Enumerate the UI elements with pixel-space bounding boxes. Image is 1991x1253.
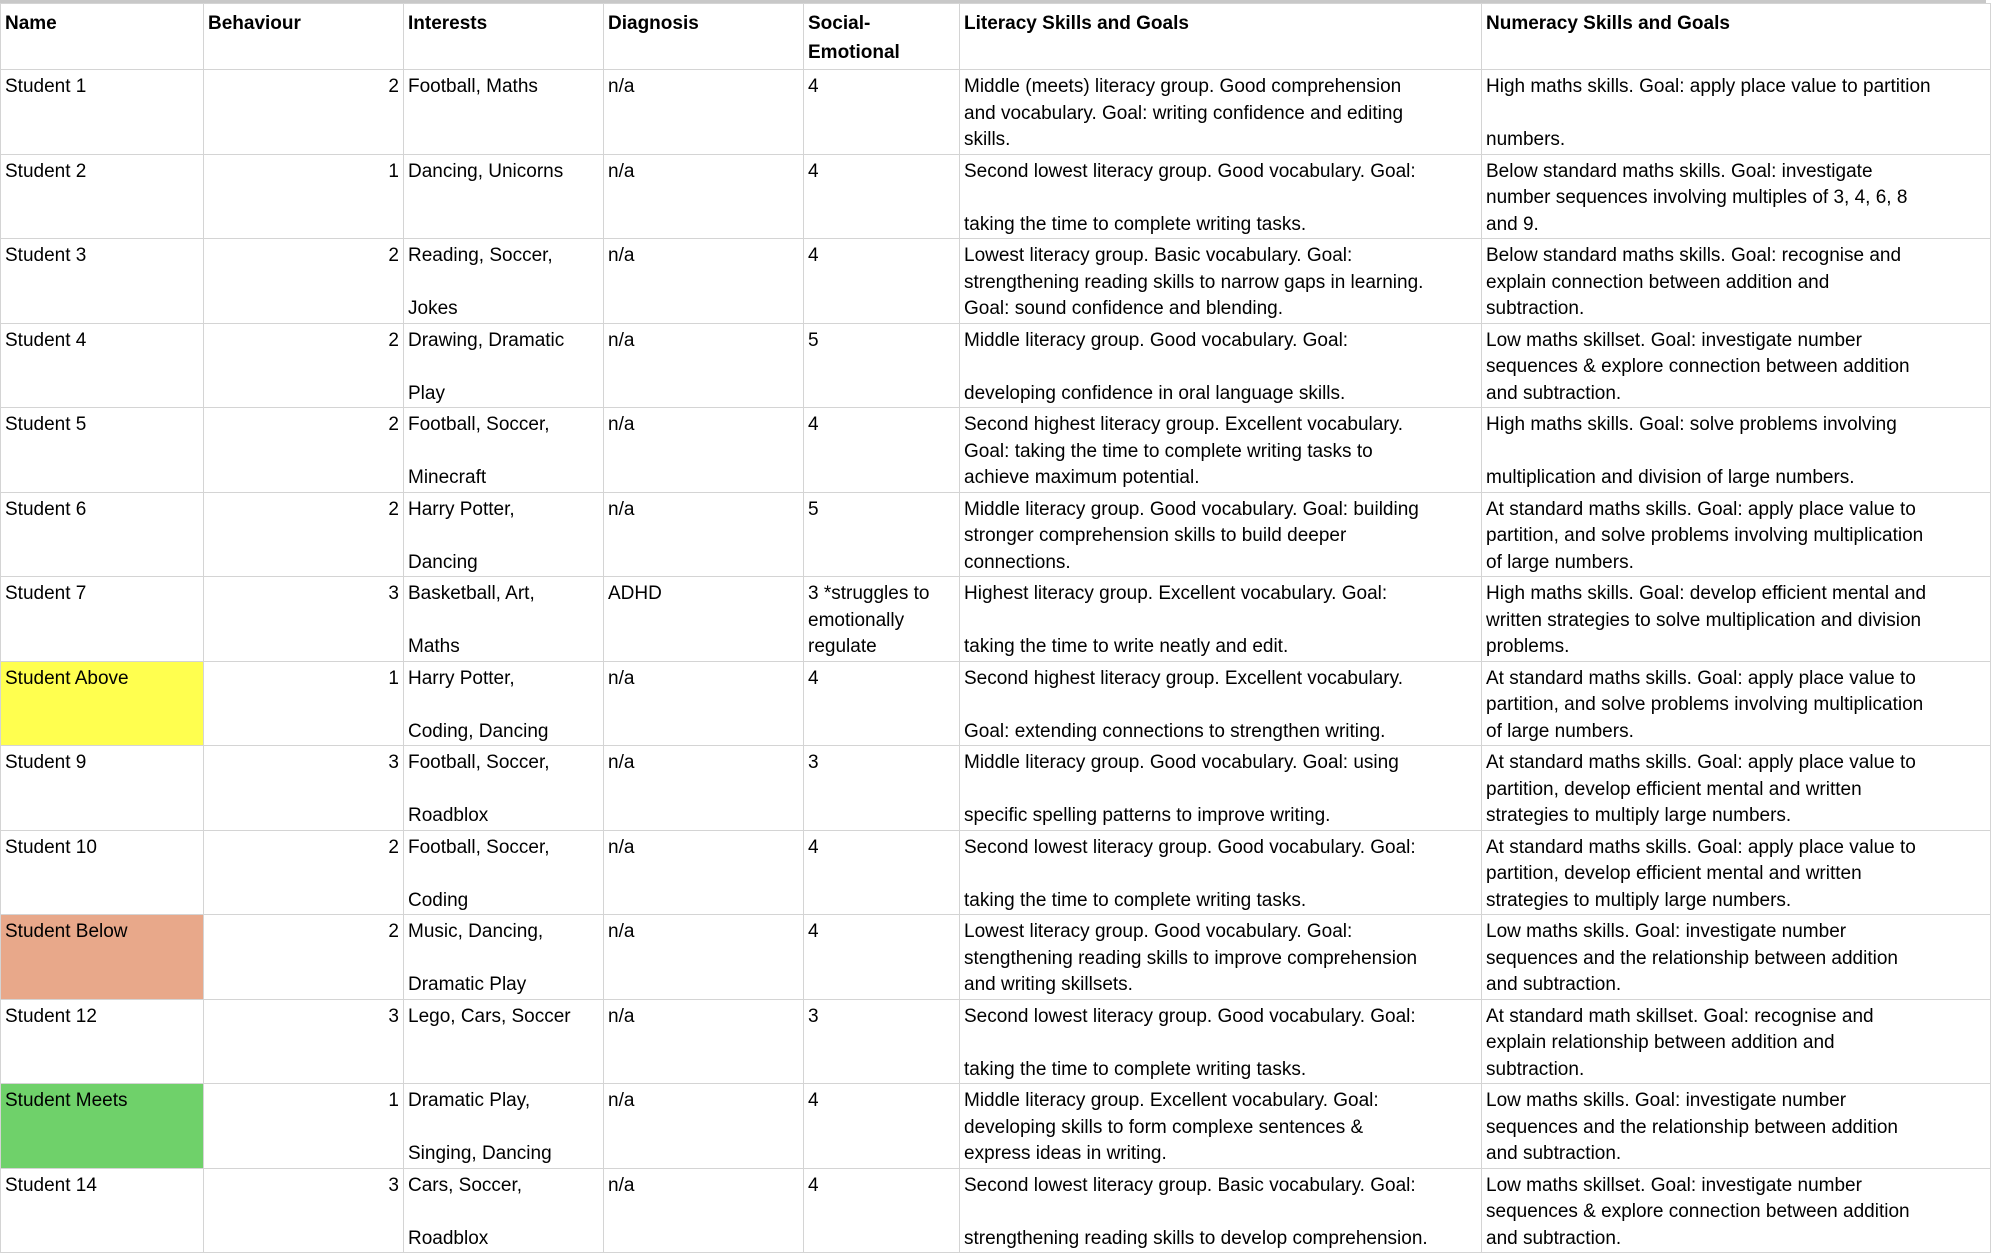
name-cell[interactable]: Student 9 [1,746,204,831]
diagnosis-cell[interactable]: n/a [604,408,804,493]
interests-cell[interactable]: Lego, Cars, Soccer [404,999,604,1084]
interests-cell[interactable]: Football, Soccer, Roadblox [404,746,604,831]
interests-cell[interactable]: Football, Maths [404,70,604,155]
interests-cell[interactable]: Basketball, Art, Maths [404,577,604,662]
name-cell[interactable]: Student 6 [1,492,204,577]
numeracy-cell[interactable]: High maths skills. Goal: apply place value to partition numbers. [1482,70,1991,155]
name-cell[interactable]: Student 14 [1,1168,204,1253]
interests-cell[interactable]: Harry Potter, Dancing [404,492,604,577]
literacy-cell[interactable]: Middle literacy group. Excellent vocabulary. Goal: developing skills to form complexe sentences & express ideas in writing. [960,1084,1482,1169]
diagnosis-cell[interactable]: n/a [604,915,804,1000]
behaviour-cell[interactable]: 2 [204,408,404,493]
table-row [1,1168,1991,1253]
literacy-cell[interactable]: Second lowest literacy group. Basic vocabulary. Goal: strengthening reading skills to develop comprehension. [960,1168,1482,1253]
numeracy-cell[interactable]: High maths skills. Goal: solve problems involving multiplication and division of large numbers. [1482,408,1991,493]
behaviour-cell[interactable]: 3 [204,999,404,1084]
numeracy-cell[interactable]: At standard maths skills. Goal: apply place value to partition, and solve problems involving multiplication of large numbers. [1482,661,1991,746]
numeracy-cell[interactable]: At standard math skillset. Goal: recognise and explain relationship between addition and subtraction. [1482,999,1991,1084]
literacy-cell[interactable]: Second highest literacy group. Excellent vocabulary. Goal: extending connections to strengthen writing. [960,661,1482,746]
table-row [1,1084,1991,1169]
diagnosis-cell[interactable]: n/a [604,239,804,324]
interests-cell[interactable]: Cars, Soccer, Roadblox [404,1168,604,1253]
table-row [1,577,1991,662]
behaviour-cell[interactable]: 1 [204,154,404,239]
student-table [0,3,1991,1253]
social-emotional-cell[interactable]: 3 *struggles to emotionally regulate [804,577,960,662]
behaviour-cell[interactable]: 2 [204,492,404,577]
behaviour-cell[interactable]: 1 [204,1084,404,1169]
diagnosis-cell[interactable]: n/a [604,746,804,831]
table-row [1,830,1991,915]
literacy-cell[interactable]: Lowest literacy group. Basic vocabulary. Goal: strengthening reading skills to narrow gaps in learning. Goal: sound confidence and blending. [960,239,1482,324]
numeracy-cell[interactable]: At standard maths skills. Goal: apply place value to partition, develop efficient mental and written strategies to multiply large numbers. [1482,830,1991,915]
name-cell[interactable]: Student 5 [1,408,204,493]
social-emotional-cell[interactable]: 4 [804,1168,960,1253]
social-emotional-cell[interactable]: 4 [804,70,960,155]
social-emotional-cell[interactable]: 5 [804,323,960,408]
behaviour-cell[interactable]: 2 [204,830,404,915]
table-row [1,915,1991,1000]
name-cell[interactable]: Student 2 [1,154,204,239]
social-emotional-cell[interactable]: 4 [804,915,960,1000]
header-diagnosis-cell[interactable]: Diagnosis [604,4,804,70]
header-name-cell[interactable]: Name [1,4,204,70]
diagnosis-cell[interactable]: ADHD [604,577,804,662]
diagnosis-cell[interactable]: n/a [604,492,804,577]
name-cell[interactable]: Student Meets [1,1084,204,1169]
literacy-cell[interactable]: Second lowest literacy group. Good vocabulary. Goal: taking the time to complete writing tasks. [960,154,1482,239]
numeracy-cell[interactable]: High maths skills. Goal: develop efficient mental and written strategies to solve multiplication and division problems. [1482,577,1991,662]
social-emotional-cell[interactable]: 4 [804,661,960,746]
numeracy-cell[interactable]: Low maths skillset. Goal: investigate number sequences & explore connection between addition and subtraction. [1482,323,1991,408]
name-cell[interactable]: Student 4 [1,323,204,408]
header-interests-cell[interactable]: Interests [404,4,604,70]
interests-cell[interactable]: Harry Potter, Coding, Dancing [404,661,604,746]
numeracy-cell[interactable]: Low maths skillset. Goal: investigate number sequences & explore connection between addition and subtraction. [1482,1168,1991,1253]
interests-cell[interactable]: Dramatic Play, Singing, Dancing [404,1084,604,1169]
table-row [1,746,1991,831]
social-emotional-cell[interactable]: 4 [804,830,960,915]
behaviour-cell[interactable]: 2 [204,239,404,324]
table-row [1,323,1991,408]
literacy-cell[interactable]: Second lowest literacy group. Good vocabulary. Goal: taking the time to complete writing tasks. [960,999,1482,1084]
name-cell[interactable]: Student Above [1,661,204,746]
interests-cell[interactable]: Dancing, Unicorns [404,154,604,239]
interests-cell[interactable]: Music, Dancing, Dramatic Play [404,915,604,1000]
behaviour-cell[interactable]: 1 [204,661,404,746]
name-cell[interactable]: Student 7 [1,577,204,662]
behaviour-cell[interactable]: 2 [204,323,404,408]
literacy-cell[interactable]: Lowest literacy group. Good vocabulary. Goal: stengthening reading skills to improve comprehension and writing skillsets. [960,915,1482,1000]
numeracy-cell[interactable]: Low maths skills. Goal: investigate number sequences and the relationship between addition and subtraction. [1482,1084,1991,1169]
interests-cell[interactable]: Football, Soccer, Coding [404,830,604,915]
name-cell[interactable]: Student 1 [1,70,204,155]
diagnosis-cell[interactable]: n/a [604,154,804,239]
diagnosis-cell[interactable]: n/a [604,70,804,155]
table-row [1,999,1991,1084]
name-cell[interactable]: Student Below [1,915,204,1000]
behaviour-cell[interactable]: 3 [204,577,404,662]
behaviour-cell[interactable]: 2 [204,70,404,155]
behaviour-cell[interactable]: 2 [204,915,404,1000]
interests-cell[interactable]: Football, Soccer, Minecraft [404,408,604,493]
behaviour-cell[interactable]: 3 [204,746,404,831]
numeracy-cell[interactable]: Below standard maths skills. Goal: investigate number sequences involving multiples of 3, 4, 6, 8 and 9. [1482,154,1991,239]
header-behaviour-cell[interactable]: Behaviour [204,4,404,70]
social-emotional-cell[interactable]: 3 [804,746,960,831]
social-emotional-cell[interactable]: 4 [804,1084,960,1169]
header-row [1,4,1991,70]
literacy-cell[interactable]: Middle literacy group. Good vocabulary. Goal: building stronger comprehension skills to build deeper connections. [960,492,1482,577]
social-emotional-cell[interactable]: 5 [804,492,960,577]
header-numeracy-cell[interactable]: Numeracy Skills and Goals [1482,4,1991,70]
numeracy-cell[interactable]: Low maths skills. Goal: investigate number sequences and the relationship between addition and subtraction. [1482,915,1991,1000]
header-social-emotional-cell[interactable]: Social- Emotional [804,4,960,70]
table-row [1,492,1991,577]
numeracy-cell[interactable]: At standard maths skills. Goal: apply place value to partition, and solve problems involving multiplication of large numbers. [1482,492,1991,577]
interests-cell[interactable]: Reading, Soccer, Jokes [404,239,604,324]
behaviour-cell[interactable]: 3 [204,1168,404,1253]
literacy-cell[interactable]: Second highest literacy group. Excellent vocabulary. Goal: taking the time to complete writing tasks to achieve maximum potential. [960,408,1482,493]
social-emotional-cell[interactable]: 4 [804,239,960,324]
table-row [1,154,1991,239]
table-row [1,70,1991,155]
interests-cell[interactable]: Drawing, Dramatic Play [404,323,604,408]
literacy-cell[interactable]: Middle (meets) literacy group. Good comprehension and vocabulary. Goal: writing confidence and editing skills. [960,70,1482,155]
name-cell[interactable]: Student 10 [1,830,204,915]
table-row [1,408,1991,493]
literacy-cell[interactable]: Second lowest literacy group. Good vocabulary. Goal: taking the time to complete writing tasks. [960,830,1482,915]
diagnosis-cell[interactable]: n/a [604,999,804,1084]
numeracy-cell[interactable]: Below standard maths skills. Goal: recognise and explain connection between addition and subtraction. [1482,239,1991,324]
diagnosis-cell[interactable]: n/a [604,1084,804,1169]
literacy-cell[interactable]: Middle literacy group. Good vocabulary. Goal: developing confidence in oral language skills. [960,323,1482,408]
literacy-cell[interactable]: Highest literacy group. Excellent vocabulary. Goal: taking the time to write neatly and edit. [960,577,1482,662]
diagnosis-cell[interactable]: n/a [604,323,804,408]
name-cell[interactable]: Student 12 [1,999,204,1084]
table-row [1,661,1991,746]
social-emotional-cell[interactable]: 4 [804,408,960,493]
header-literacy-cell[interactable]: Literacy Skills and Goals [960,4,1482,70]
name-cell[interactable]: Student 3 [1,239,204,324]
numeracy-cell[interactable]: At standard maths skills. Goal: apply place value to partition, develop efficient mental and written strategies to multiply large numbers. [1482,746,1991,831]
social-emotional-cell[interactable]: 3 [804,999,960,1084]
table-row [1,239,1991,324]
social-emotional-cell[interactable]: 4 [804,154,960,239]
literacy-cell[interactable]: Middle literacy group. Good vocabulary. Goal: using specific spelling patterns to improve writing. [960,746,1482,831]
diagnosis-cell[interactable]: n/a [604,830,804,915]
diagnosis-cell[interactable]: n/a [604,1168,804,1253]
diagnosis-cell[interactable]: n/a [604,661,804,746]
